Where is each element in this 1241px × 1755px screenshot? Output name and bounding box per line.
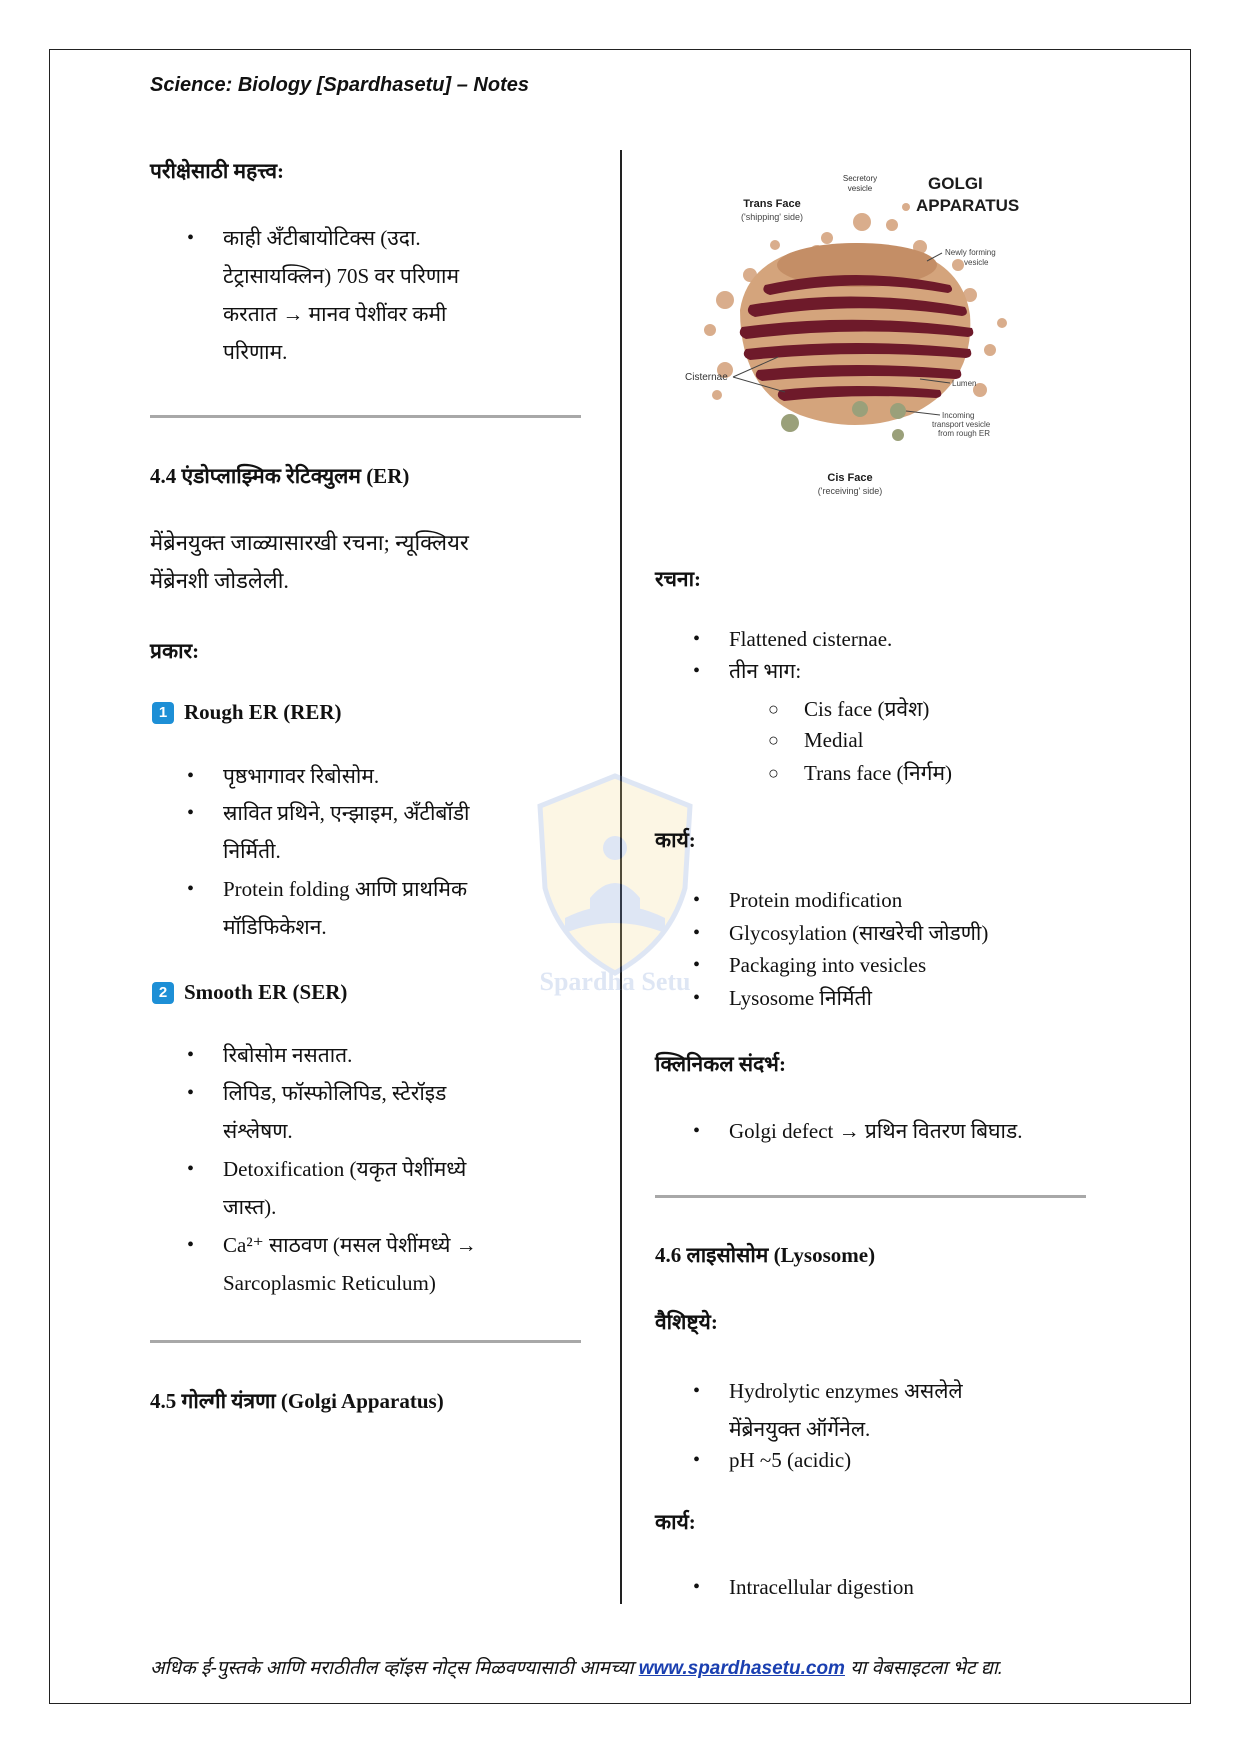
golgi-heading: 4.5 गोल्गी यंत्रणा (Golgi Apparatus) — [150, 1389, 444, 1413]
label-incoming-3: from rough ER — [938, 429, 991, 438]
structure-bullet — [693, 652, 802, 690]
text-line: Trans face (निर्गम) — [804, 761, 952, 785]
text-line: मेंब्रेनयुक्त जाळ्यासारखी रचना; न्यूक्लियर — [150, 530, 469, 555]
rer-bullet — [187, 794, 470, 870]
label-incoming-2: transport vesicle — [932, 420, 991, 429]
function-bullet — [693, 979, 872, 1017]
label-lumen: Lumen — [952, 379, 977, 388]
label-secretory-2: vesicle — [847, 184, 873, 193]
rer-title — [152, 700, 342, 725]
ser-bullet — [187, 1036, 353, 1074]
bullet-dot: • — [187, 878, 195, 900]
text-line: Protein folding आणि प्राथमिक — [223, 877, 468, 901]
exam-importance-heading: परीक्षेसाठी महत्त्व: — [150, 159, 285, 183]
bullet-dot: • — [187, 1044, 195, 1066]
bullet-dot: • — [187, 227, 195, 249]
watermark-text: Spardha Setu — [539, 967, 691, 996]
rer-title-text: Rough ER (RER) — [184, 700, 342, 724]
lysosome-function-bullet — [693, 1568, 914, 1606]
er-description — [150, 524, 469, 600]
bullet-dot: • — [187, 1082, 195, 1104]
er-heading: 4.4 एंडोप्लाझ्मिक रेटिक्युलम (ER) — [150, 464, 410, 488]
lysosome-features-heading: वैशिष्ट्ये: — [655, 1310, 718, 1334]
label-incoming-1: Incoming — [942, 411, 975, 420]
text-line: संश्लेषण. — [223, 1119, 293, 1143]
text-line: Golgi defect → प्रथिन वितरण बिघाड. — [729, 1119, 1023, 1143]
label-cisternae: Cisternae — [685, 372, 728, 383]
text-line: पृष्ठभागावर रिबोसोम. — [223, 764, 380, 788]
ser-title — [152, 980, 347, 1005]
bullet-dot: • — [187, 1158, 195, 1180]
page-footer — [150, 1654, 1003, 1680]
vesicle — [984, 344, 996, 356]
text-line: Cis face (प्रवेश) — [804, 697, 930, 721]
text-line: परिणाम. — [223, 340, 288, 364]
bullet-dot: • — [693, 1576, 701, 1598]
text-line: Lysosome निर्मिती — [729, 986, 872, 1010]
golgi-apparatus-diagram — [680, 165, 1080, 510]
vesicle — [821, 232, 833, 244]
footer-text-post: या वेबसाइटला भेट द्या. — [850, 1658, 1004, 1679]
sub-bullet-circle: ○ — [768, 763, 779, 783]
bullet-dot: • — [693, 922, 701, 944]
ser-title-text: Smooth ER (SER) — [184, 980, 348, 1004]
vesicle — [712, 390, 722, 400]
vesicle — [952, 259, 964, 271]
lysosome-feature-bullet — [693, 1441, 852, 1479]
text-line: Medial — [804, 728, 864, 752]
exam-importance-bullet — [187, 219, 460, 371]
website-link[interactable]: www.spardhasetu.com — [638, 1658, 845, 1679]
label-trans-face: Trans Face — [743, 198, 801, 210]
text-line: मॉडिफिकेशन. — [223, 915, 327, 939]
bullet-dot: • — [693, 889, 701, 911]
section-divider — [150, 1340, 581, 1343]
er-types-heading: प्रकार: — [150, 639, 200, 663]
vesicle — [997, 318, 1007, 328]
vesicle — [770, 240, 780, 250]
structure-heading: रचना: — [655, 567, 702, 591]
text-line: Intracellular digestion — [729, 1575, 914, 1599]
vesicle — [853, 213, 871, 231]
text-line: Hydrolytic enzymes असलेले — [729, 1379, 963, 1403]
bullet-dot: • — [693, 954, 701, 976]
label-shipping-side: ('shipping' side) — [741, 212, 803, 222]
bullet-dot: • — [693, 660, 701, 682]
page-header: Science: Biology [Spardhasetu] – Notes — [150, 74, 529, 96]
function-heading: कार्य: — [655, 828, 696, 852]
label-receiving-side: ('receiving' side) — [817, 486, 883, 496]
diagram-title-line2: APPARATUS — [916, 196, 1020, 215]
label-secretory-1: Secretory — [842, 174, 878, 183]
text-line: Ca²⁺ साठवण (मसल पेशींमध्ये → — [223, 1233, 477, 1257]
vesicle — [886, 219, 898, 231]
text-line: करतात → मानव पेशींवर कमी — [223, 302, 447, 326]
bullet-dot: • — [693, 987, 701, 1009]
text-line: Sarcoplasmic Reticulum) — [223, 1271, 436, 1295]
number-badge-2: 2 — [152, 982, 174, 1004]
bullet-dot: • — [187, 765, 195, 787]
footer-text-pre: अधिक ई-पुस्तके आणि मराठीतील व्हॉइस नोट्स मिळवण्यासाठी आमच्या — [150, 1658, 634, 1679]
label-newly-forming-2: vesicle — [964, 258, 989, 267]
section-divider — [655, 1195, 1086, 1198]
number-badge-1: 1 — [152, 702, 174, 724]
vesicle — [704, 324, 716, 336]
lysosome-function-heading: कार्य: — [655, 1510, 696, 1534]
text-line: Protein modification — [729, 888, 903, 912]
text-line: Glycosylation (साखरेची जोडणी) — [729, 921, 989, 945]
text-line: टेट्रासायक्लिन) 70S वर परिणाम — [223, 264, 460, 288]
text-line: pH ~5 (acidic) — [729, 1448, 852, 1472]
sub-bullet-circle: ○ — [768, 730, 779, 750]
text-line: लिपिड, फॉस्फोलिपिड, स्टेरॉइड — [223, 1081, 447, 1105]
bullet-dot: • — [187, 1234, 195, 1256]
bullet-dot: • — [693, 628, 701, 650]
bullet-dot: • — [693, 1449, 701, 1471]
text-line: तीन भाग: — [729, 659, 802, 683]
vesicle — [716, 291, 734, 309]
rer-bullet — [187, 757, 380, 795]
ser-bullet — [187, 1074, 447, 1150]
text-line: मेंब्रेनशी जोडलेली. — [150, 568, 289, 593]
bullet-dot: • — [187, 802, 195, 824]
vesicle — [902, 203, 910, 211]
ser-bullet — [187, 1226, 477, 1302]
ser-bullet — [187, 1150, 467, 1226]
incoming-vesicle — [852, 401, 868, 417]
text-line: Detoxification (यकृत पेशींमध्ये — [223, 1157, 467, 1181]
text-line: काही अँटीबायोटिक्स (उदा. — [223, 226, 421, 250]
text-line: निर्मिती. — [223, 839, 281, 863]
incoming-vesicle — [781, 414, 799, 432]
bullet-dot: • — [693, 1120, 701, 1142]
lysosome-feature-bullet — [693, 1372, 963, 1448]
spardha-setu-watermark — [520, 768, 710, 998]
diagram-title-line1: GOLGI — [928, 174, 983, 193]
structure-sub-bullet — [768, 754, 952, 792]
incoming-vesicle — [892, 429, 904, 441]
bullet-dot: • — [693, 1380, 701, 1402]
rer-bullet — [187, 870, 468, 946]
incoming-vesicle — [890, 403, 906, 419]
text-line: जास्त). — [223, 1195, 277, 1219]
label-cis-face: Cis Face — [827, 472, 873, 484]
clinical-heading: क्लिनिकल संदर्भ: — [655, 1052, 786, 1076]
text-line: Packaging into vesicles — [729, 953, 927, 977]
text-line: स्रावित प्रथिने, एन्झाइम, अँटीबॉडी — [223, 801, 470, 825]
lysosome-heading: 4.6 लाइसोसोम (Lysosome) — [655, 1243, 876, 1267]
text-line: Flattened cisternae. — [729, 627, 893, 651]
sub-bullet-circle: ○ — [768, 699, 779, 719]
text-line: मेंब्रेनयुक्त ऑर्गेनेल. — [729, 1417, 871, 1441]
section-divider — [150, 415, 581, 418]
label-newly-forming-1: Newly forming — [945, 248, 996, 257]
text-line: रिबोसोम नसतात. — [223, 1043, 353, 1067]
clinical-bullet — [693, 1112, 1023, 1150]
